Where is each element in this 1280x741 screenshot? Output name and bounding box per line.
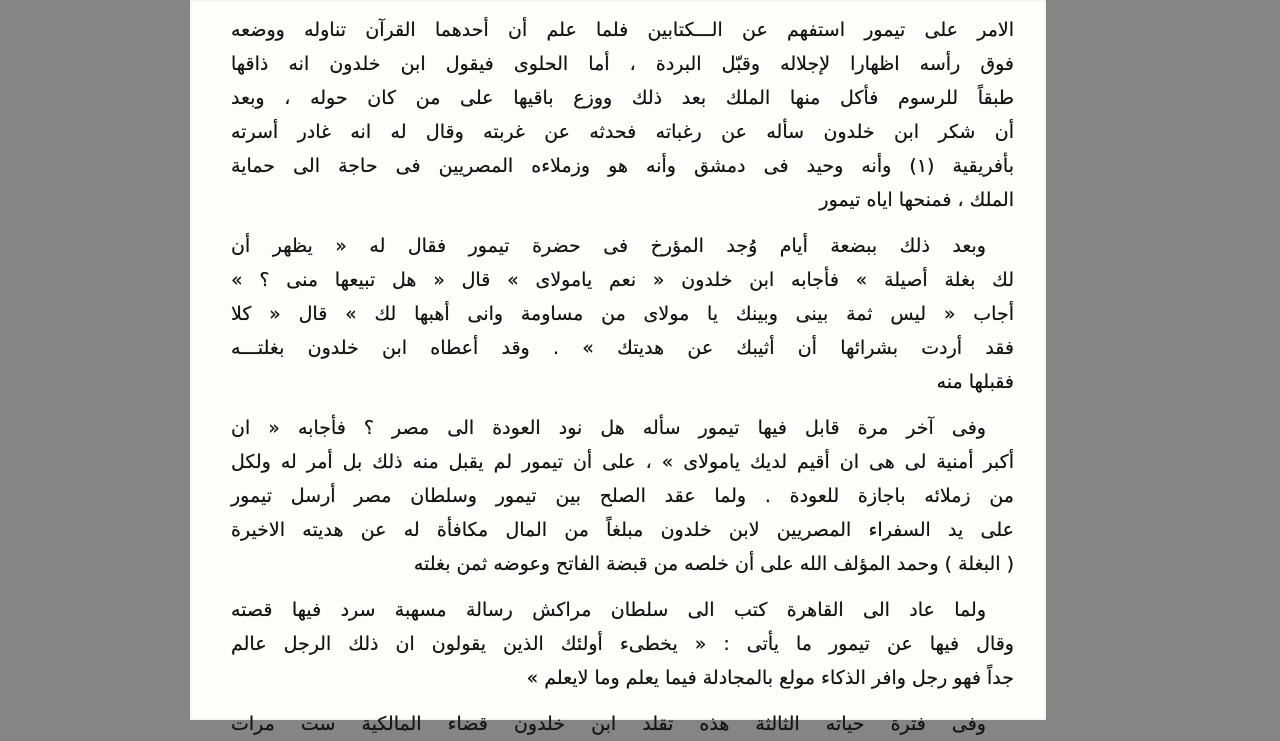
- text-line: فقبلها منه: [936, 371, 1014, 393]
- text-line: الامر على تيمور استفهم عن الـــكتابين فلما علم أن أحدهما القرآن تناوله ووضعه: [231, 19, 1014, 41]
- text-line: أجاب « ليس ثمة بينى وبينك يا مولاى من مساومة وانى أهبها لك » قال « كلا: [231, 303, 1014, 325]
- text-line: ( البغلة ) وحمد المؤلف الله على أن خلصه من قبضة الفاتح وعوضه ثمن بغلته: [413, 553, 1014, 575]
- viewer-gutter-right: [1046, 0, 1280, 720]
- text-line: فوق رأسه اظهارا لإجلاله وقبّل البردة ، أما الحلوى فيقول ابن خلدون انه ذاقها: [231, 53, 1014, 75]
- text-line: فقد أردت بشرائها أن أثيبك عن هديتك » . وقد أعطاه ابن خلدون بغلتـــه: [231, 337, 1014, 359]
- text-line: وبعد ذلك ببضعة أيام وُجد المؤرخ فى حضرة تيمور فقال له « يظهر أن: [231, 235, 986, 257]
- text-line: لك بغلة أصيلة » فأجابه ابن خلدون « نعم يامولاى » قال « هل تبيعها منى ؟ »: [231, 269, 1014, 291]
- text-line: أن شكر ابن خلدون سأله عن رغباته فحدثه عن غربته وقال له انه غادر أسرته: [231, 121, 1014, 143]
- text-line: جداً فهو رجل وافر الذكاء مولع بالمجادلة فيما يعلم وما لايعلم »: [526, 667, 1014, 689]
- text-line: من زملائه باجازة للعودة . ولما عقد الصلح بين تيمور وسلطان مصر أرسل تيمور: [231, 485, 1014, 507]
- text-line: ولما عاد الى القاهرة كتب الى سلطان مراكش رسالة مسهبة سرد فيها قصته: [231, 599, 986, 621]
- page-text-block: [190, 0, 1046, 741]
- text-line: وقال فيها عن تيمور ما يأتى : « يخطىء أولئك الذين يقولون ان ذلك الرجل عالم: [231, 633, 1014, 655]
- scanned-page: [190, 0, 1046, 735]
- text-line-partial: وفى فترة حياته الثالثة هذه تقلد ابن خلدون قضاء المالكية ست مرات: [231, 713, 986, 735]
- text-line: على يد السفراء المصريين لابن خلدون مبلغاً من المال مكافأة له عن هديته الاخيرة: [231, 519, 1014, 541]
- text-line: الملك ، فمنحها اياه تيمور: [819, 189, 1014, 211]
- text-line: وفى آخر مرة قابل فيها تيمور سأله هل نود العودة الى مصر ؟ فأجابه « ان: [231, 417, 986, 439]
- text-line: بأفريقية (١) وأنه وحيد فى دمشق وأنه هو وزملاءه المصريين فى حاجة الى حماية: [231, 155, 1015, 177]
- text-line: أكبر أمنية لى هى ان أقيم لديك يامولاى » ، على أن تيمور لم يقبل منه ذلك بل أمر له ولكل: [231, 451, 1014, 473]
- viewer-gutter-left: [0, 0, 190, 720]
- text-line: طبقاً للرسوم فأكل منها الملك بعد ذلك ووزع باقيها على من كان حوله ، وبعد: [231, 87, 1014, 109]
